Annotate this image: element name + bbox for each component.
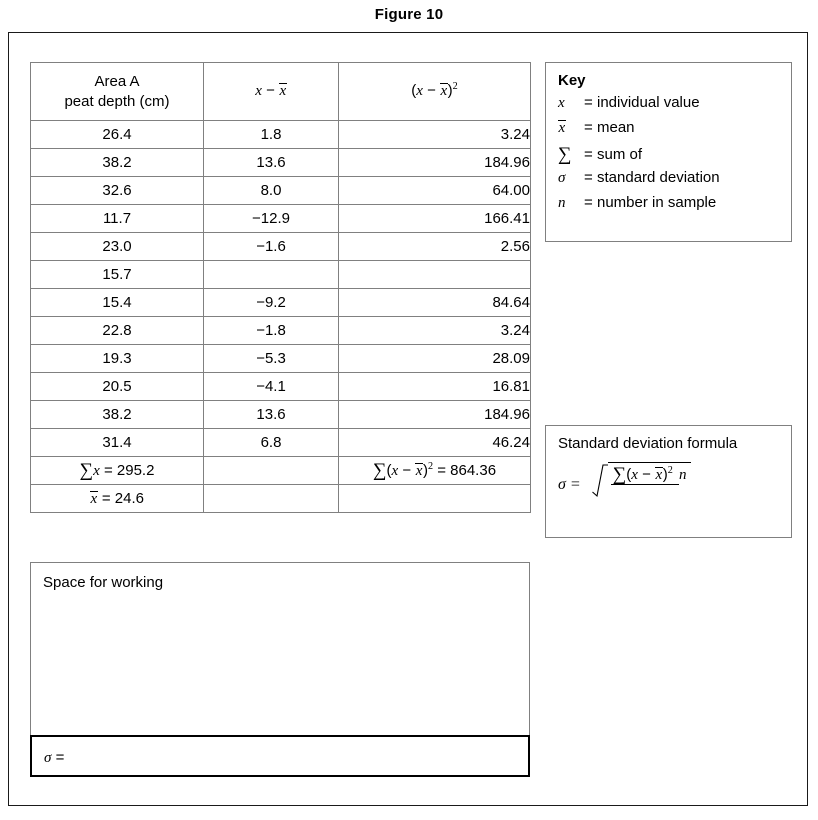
table-row bbox=[31, 149, 531, 177]
cell-deviation-squared: 16.81 bbox=[339, 373, 531, 401]
key-item-equals: = bbox=[584, 169, 593, 186]
cell-deviation: 6.8 bbox=[204, 429, 339, 457]
cell-deviation-squared: 64.00 bbox=[339, 177, 531, 205]
cell-peat-depth: 15.4 bbox=[31, 289, 204, 317]
square-root-icon bbox=[592, 462, 692, 508]
table-row bbox=[31, 121, 531, 149]
cell-deviation: −4.1 bbox=[204, 373, 339, 401]
key-item-definition: individual value bbox=[597, 94, 700, 111]
mean-cell: x = 24.6 bbox=[31, 485, 204, 513]
table-row bbox=[31, 373, 531, 401]
cell-deviation: −5.3 bbox=[204, 345, 339, 373]
cell-deviation-squared: 184.96 bbox=[339, 401, 531, 429]
cell-deviation-squared: 28.09 bbox=[339, 345, 531, 373]
table-body bbox=[31, 121, 531, 457]
key-item-symbol: n bbox=[558, 195, 566, 211]
cell-deviation: 1.8 bbox=[204, 121, 339, 149]
formula-title: Standard deviation formula bbox=[558, 435, 738, 452]
table-row bbox=[31, 233, 531, 261]
mean-value: 24.6 bbox=[114, 490, 144, 507]
cell-deviation-squared: 3.24 bbox=[339, 121, 531, 149]
table-row bbox=[31, 177, 531, 205]
cell-deviation-squared: 3.24 bbox=[339, 317, 531, 345]
summary-row-sum bbox=[31, 457, 531, 485]
answer-label: σ = bbox=[44, 749, 65, 766]
page-title: Figure 10 bbox=[374, 6, 444, 23]
cell-peat-depth: 32.6 bbox=[31, 177, 204, 205]
radical-contents bbox=[608, 462, 692, 508]
cell-deviation-squared: 84.64 bbox=[339, 289, 531, 317]
cell-deviation: 13.6 bbox=[204, 401, 339, 429]
summary-blank-cell-2 bbox=[204, 485, 339, 513]
table-row bbox=[31, 317, 531, 345]
key-item-equals: = bbox=[584, 194, 593, 211]
summary-blank-cell-3 bbox=[339, 485, 531, 513]
answer-box[interactable] bbox=[30, 735, 530, 777]
column-header-deviation: x − x bbox=[204, 63, 339, 121]
cell-deviation: 13.6 bbox=[204, 149, 339, 177]
formula-lhs: σ = bbox=[558, 476, 581, 493]
sum-x-value: 295.2 bbox=[116, 461, 155, 479]
key-item-symbol: ∑ bbox=[558, 144, 572, 165]
working-area-label: Space for working bbox=[43, 574, 164, 591]
peat-depth-table bbox=[30, 62, 531, 513]
cell-peat-depth: 11.7 bbox=[31, 205, 204, 233]
cell-deviation-squared: 166.41 bbox=[339, 205, 531, 233]
cell-peat-depth: 38.2 bbox=[31, 149, 204, 177]
column-header-deviation-squared: $(x - x)^2$ bbox=[339, 63, 531, 121]
fraction-numerator: $\sum(x - x)^2$ bbox=[611, 465, 679, 485]
column-header-area-a-line2: peat depth (cm) bbox=[64, 92, 170, 110]
key-item-definition: mean bbox=[597, 119, 635, 136]
key-item bbox=[558, 169, 791, 194]
cell-peat-depth: 23.0 bbox=[31, 233, 204, 261]
column-header-area-a bbox=[31, 63, 204, 121]
key-item bbox=[558, 119, 791, 144]
cell-peat-depth: 38.2 bbox=[31, 401, 204, 429]
cell-deviation: 8.0 bbox=[204, 177, 339, 205]
cell-peat-depth: 15.7 bbox=[31, 261, 204, 289]
radical-sign-glyph bbox=[592, 462, 608, 508]
cell-deviation-squared: 184.96 bbox=[339, 149, 531, 177]
key-item bbox=[558, 194, 791, 219]
cell-peat-depth: 20.5 bbox=[31, 373, 204, 401]
cell-deviation-squared: 2.56 bbox=[339, 233, 531, 261]
table-row bbox=[31, 401, 531, 429]
key-item-equals: = bbox=[584, 119, 593, 136]
table-header-row bbox=[31, 63, 531, 121]
sum-squared-cell: $\sum(x - x)^2 = 864.36$ bbox=[339, 457, 531, 485]
key-title: Key bbox=[558, 72, 586, 89]
summary-row-mean bbox=[31, 485, 531, 513]
key-item-symbol: x bbox=[558, 95, 565, 111]
cell-deviation-squared-blank[interactable] bbox=[339, 261, 531, 289]
summary-blank-cell bbox=[204, 457, 339, 485]
table-row bbox=[31, 205, 531, 233]
cell-peat-depth: 26.4 bbox=[31, 121, 204, 149]
column-header-area-a-line1: Area A bbox=[94, 73, 140, 90]
key-item-definition: sum of bbox=[597, 146, 643, 163]
table-row bbox=[31, 261, 531, 289]
key-box bbox=[545, 62, 792, 242]
table-footer bbox=[31, 457, 531, 513]
cell-deviation: −1.6 bbox=[204, 233, 339, 261]
fraction-denominator: n bbox=[678, 467, 687, 483]
cell-deviation: −12.9 bbox=[204, 205, 339, 233]
formula-expression bbox=[558, 462, 791, 508]
cell-peat-depth: 19.3 bbox=[31, 345, 204, 373]
table-row bbox=[31, 289, 531, 317]
cell-deviation: −9.2 bbox=[204, 289, 339, 317]
key-list bbox=[558, 94, 791, 219]
sum-x-cell: ∑x = 295.2 bbox=[31, 457, 204, 485]
key-item-equals: = bbox=[584, 146, 593, 163]
table-row bbox=[31, 429, 531, 457]
key-item-equals: = bbox=[584, 94, 593, 111]
key-item-definition: number in sample bbox=[597, 194, 717, 211]
key-item-symbol: x bbox=[558, 120, 566, 136]
formula-box bbox=[545, 425, 792, 538]
cell-deviation-squared: 46.24 bbox=[339, 429, 531, 457]
cell-deviation-blank[interactable] bbox=[204, 261, 339, 289]
key-item-definition: standard deviation bbox=[597, 169, 720, 186]
cell-peat-depth: 22.8 bbox=[31, 317, 204, 345]
key-item-symbol: σ bbox=[558, 170, 566, 186]
cell-deviation: −1.8 bbox=[204, 317, 339, 345]
table-row bbox=[31, 345, 531, 373]
cell-peat-depth: 31.4 bbox=[31, 429, 204, 457]
key-item bbox=[558, 94, 791, 119]
sum-squared-value: 864.36 bbox=[450, 461, 497, 479]
key-item bbox=[558, 144, 791, 169]
